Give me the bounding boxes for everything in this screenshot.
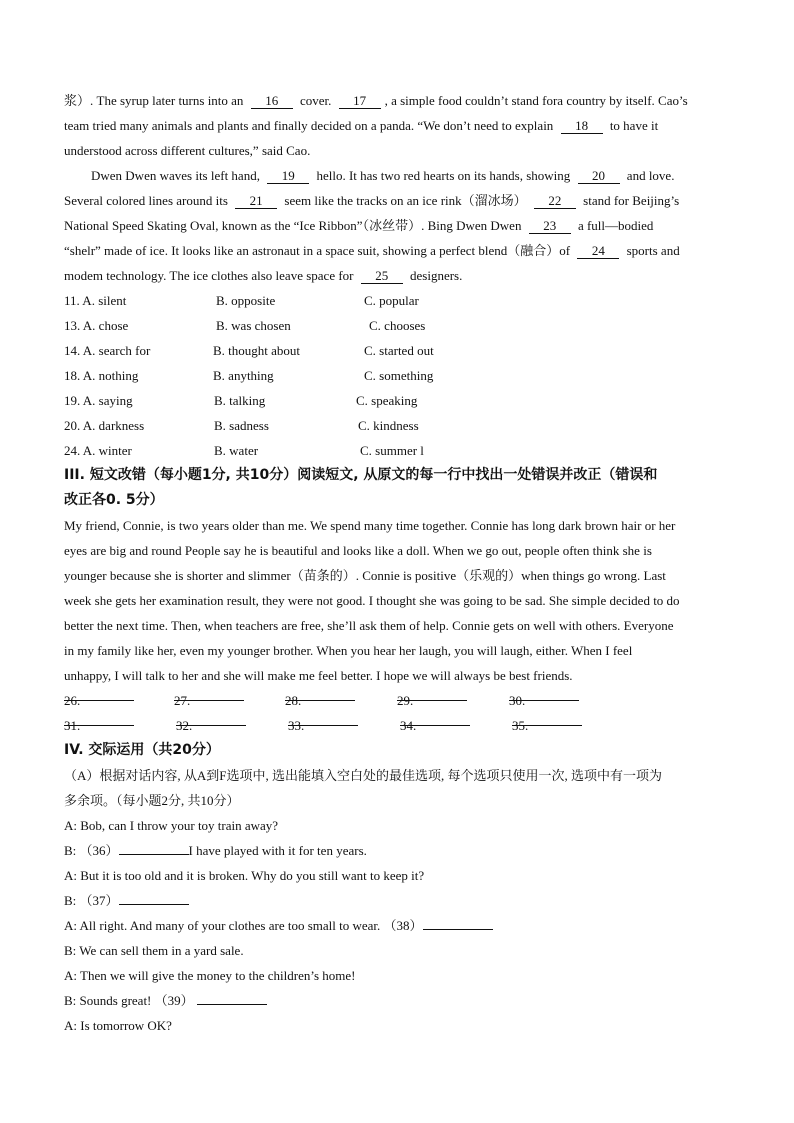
option-a[interactable]: 13. A. chose — [64, 318, 129, 333]
answer-label: 32. — [176, 718, 193, 733]
option-c[interactable]: C. kindness — [358, 418, 419, 433]
option-a[interactable]: 14. A. search for — [64, 343, 151, 358]
answer-blank[interactable] — [288, 713, 358, 726]
option-row — [64, 388, 734, 413]
dialogue-line: A: But it is too old and it is broken. Why do you still want to keep it? — [64, 868, 425, 883]
dialogue-line — [64, 913, 734, 938]
section-heading: IV. 交际运用（共20分） — [64, 742, 220, 758]
dialogue-line — [64, 888, 734, 913]
section-heading-cont: 改正各0. 5分） — [64, 492, 164, 508]
answer-label: 33. — [288, 718, 305, 733]
option-a[interactable]: 20. A. darkness — [64, 418, 145, 433]
passage-line-1: 浆）. The syrup later turns into an 16 cover. 17 , a simple food couldn’t stand fora country by itself. Cao’s — [64, 93, 688, 108]
answer-label: 28. — [285, 693, 302, 708]
option-a[interactable]: 18. A. nothing — [64, 368, 139, 383]
passage-line: eyes are big and round People say he is beautiful and looks like a doll. When we go out, people often think she is — [64, 543, 652, 558]
option-row — [64, 413, 734, 438]
option-row — [64, 438, 734, 463]
dialogue-line: B: We can sell them in a yard sale. — [64, 943, 244, 958]
passage-line: week she gets her examination result, they were not good. I thought she was going to be sad. She simple decided to do — [64, 593, 680, 608]
answer-blank[interactable] — [64, 688, 134, 701]
blank-16: 16 — [251, 94, 293, 109]
dialogue-text: I have played with it for ten years. — [188, 843, 367, 858]
answer-blank[interactable] — [174, 688, 244, 701]
option-c[interactable]: C. chooses — [369, 318, 426, 333]
dialogue-prefix: B: （36） — [64, 843, 119, 858]
passage-line: unhappy, I will talk to her and she will make me feel better. I hope we will always be best friends. — [64, 668, 573, 683]
option-b[interactable]: B. thought about — [213, 343, 301, 358]
passage-line-7: “shelr” made of ice. It looks like an astronaut in a space suit, showing a perfect blend（融合）of 24 sports and — [64, 243, 680, 258]
answer-label: 31. — [64, 718, 81, 733]
answer-blank[interactable] — [285, 688, 355, 701]
blank-17: 17 — [339, 94, 381, 109]
answer-blank[interactable] — [64, 713, 134, 726]
answer-blank[interactable] — [119, 892, 189, 905]
dialogue-prefix: B: （37） — [64, 893, 119, 908]
answer-label: 27. — [174, 693, 191, 708]
answer-label: 34. — [400, 718, 417, 733]
answer-label: 35. — [512, 718, 529, 733]
passage-line: in my family like her, even my younger brother. When you hear her laugh, you will laugh, either. When I feel — [64, 643, 633, 658]
option-row — [64, 288, 734, 313]
blank-23: 23 — [529, 219, 571, 234]
option-a[interactable]: 11. A. silent — [64, 293, 127, 308]
option-b[interactable]: B. water — [214, 443, 259, 458]
option-a[interactable]: 19. A. saying — [64, 393, 133, 408]
passage-line-5: Several colored lines around its 21 seem like the tracks on an ice rink（溜冰场） 22 stand for Beijing’s — [64, 193, 680, 208]
option-c[interactable]: C. speaking — [356, 393, 418, 408]
dialogue-line — [64, 988, 734, 1013]
blank-24: 24 — [577, 244, 619, 259]
option-b[interactable]: B. sadness — [214, 418, 269, 433]
dialogue-line — [64, 838, 734, 863]
options-list — [64, 288, 734, 463]
dialogue-prefix: A: All right. And many of your clothes are too small to wear. （38） — [64, 918, 423, 933]
blank-20: 20 — [578, 169, 620, 184]
blank-22: 22 — [534, 194, 576, 209]
answer-blank[interactable] — [423, 917, 493, 930]
answer-row-2 — [64, 713, 734, 738]
passage-line: My friend, Connie, is two years older than me. We spend many time together. Connie has long dark brown hair or her — [64, 518, 676, 533]
passage-line: better the next time. Then, when teachers are free, she’ll ask them of help. Connie gets on well with others. Everyone — [64, 618, 674, 633]
option-row — [64, 313, 734, 338]
answer-label: 30. — [509, 693, 526, 708]
answer-blank[interactable] — [176, 713, 246, 726]
option-a[interactable]: 24. A. winter — [64, 443, 132, 458]
exam-page — [64, 88, 734, 1038]
passage-line-8: modem technology. The ice clothes also leave space for 25 designers. — [64, 268, 463, 283]
dialogue-prefix: B: Sounds great! （39） — [64, 993, 197, 1008]
answer-blank[interactable] — [197, 992, 267, 1005]
dialogue-line: A: Bob, can I throw your toy train away? — [64, 818, 279, 833]
option-c[interactable]: C. popular — [364, 293, 419, 308]
passage-line-2: team tried many animals and plants and finally decided on a panda. “We don’t need to explain 18 to have it — [64, 118, 659, 133]
answer-blank[interactable] — [119, 842, 189, 855]
option-b[interactable]: B. opposite — [216, 293, 276, 308]
option-c[interactable]: C. something — [364, 368, 434, 383]
instructions: （A）根据对话内容, 从A到F选项中, 选出能填入空白处的最佳选项, 每个选项只使用一次, 选项中有一项为 — [64, 768, 663, 783]
passage-line-6: National Speed Skating Oval, known as the “Ice Ribbon”（冰丝带）. Bing Dwen Dwen 23 a full—bodied — [64, 218, 654, 233]
section-heading: III. 短文改错（每小题1分, 共10分）阅读短文, 从原文的每一行中找出一处错误并改正（错误和 — [64, 467, 658, 483]
option-b[interactable]: B. anything — [213, 368, 274, 383]
instructions-cont: 多余项。（每小题2分, 共10分） — [64, 793, 240, 808]
option-row — [64, 338, 734, 363]
answer-row-1 — [64, 688, 734, 713]
option-c[interactable]: C. started out — [364, 343, 434, 358]
blank-18: 18 — [561, 119, 603, 134]
passage-line-3: understood across different cultures,” said Cao. — [64, 143, 311, 158]
option-c[interactable]: C. summer l — [360, 443, 424, 458]
passage-line-4: Dwen Dwen waves its left hand, 19 hello. It has two red hearts on its hands, showing 20 and love. — [91, 168, 675, 183]
blank-25: 25 — [361, 269, 403, 284]
dialogue-line: A: Then we will give the money to the children’s home! — [64, 968, 356, 983]
answer-blank[interactable] — [509, 688, 579, 701]
answer-label: 26. — [64, 693, 81, 708]
section-error-correction — [64, 463, 734, 738]
blank-19: 19 — [267, 169, 309, 184]
section-communication — [64, 738, 734, 1038]
cloze-passage — [64, 88, 734, 288]
blank-21: 21 — [235, 194, 277, 209]
answer-blank[interactable] — [400, 713, 470, 726]
answer-label: 29. — [397, 693, 414, 708]
dialogue-line: A: Is tomorrow OK? — [64, 1018, 172, 1033]
option-row — [64, 363, 734, 388]
answer-blank[interactable] — [512, 713, 582, 726]
answer-blank[interactable] — [397, 688, 467, 701]
option-b[interactable]: B. was chosen — [216, 318, 291, 333]
passage-line: younger because she is shorter and slimmer（苗条的）. Connie is positive（乐观的）when things go wrong. Last — [64, 568, 666, 583]
option-b[interactable]: B. talking — [214, 393, 266, 408]
